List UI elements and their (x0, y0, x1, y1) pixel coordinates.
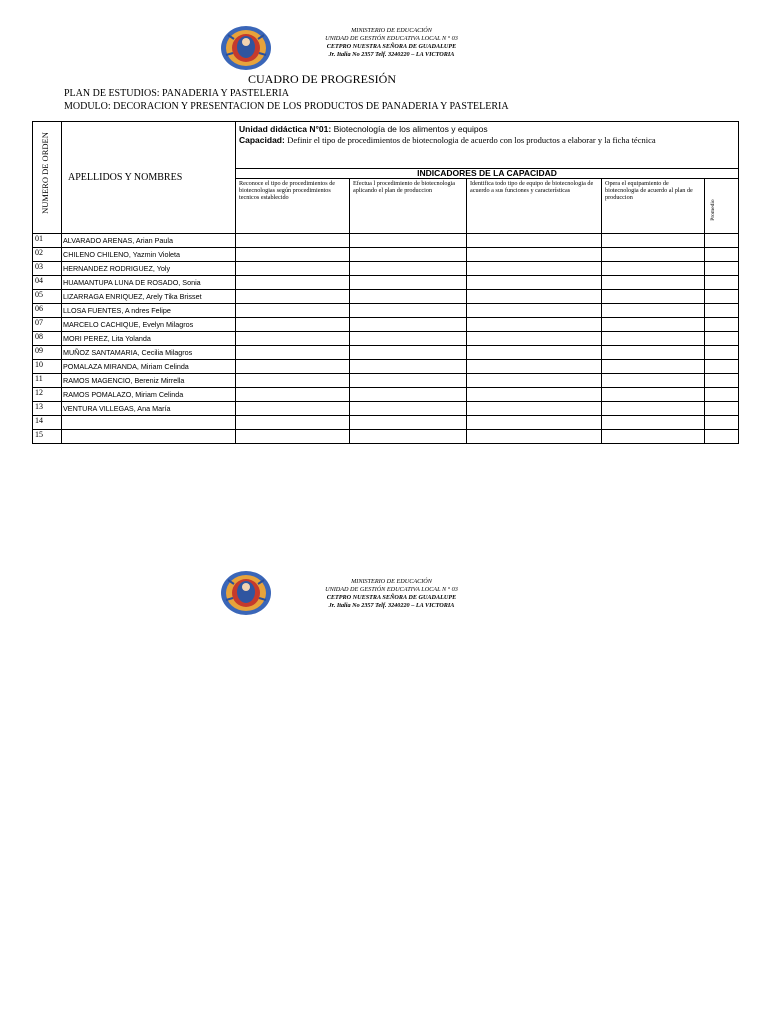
indicador-1-grade-cell[interactable] (236, 374, 350, 388)
indicador-2-grade-cell[interactable] (350, 402, 467, 416)
promedio-grade-cell[interactable] (705, 276, 739, 290)
student-row (33, 430, 739, 444)
indicador-4-grade-cell[interactable] (602, 360, 705, 374)
capacidad-label: Capacidad: (239, 135, 285, 145)
row-number: 15 (33, 430, 62, 444)
promedio-grade-cell[interactable] (705, 416, 739, 430)
indicador-1-grade-cell[interactable] (236, 402, 350, 416)
student-row (33, 388, 739, 402)
indicador-3-grade-cell[interactable] (467, 262, 602, 276)
ministry-line: MINISTERIO DE EDUCACIÓN (351, 578, 432, 585)
indicador-2-grade-cell[interactable] (350, 430, 467, 444)
promedio-grade-cell[interactable] (705, 388, 739, 402)
numero-orden-header: NUMERO DE ORDEN (33, 122, 62, 234)
indicador-3-grade-cell[interactable] (467, 248, 602, 262)
indicador-1-grade-cell[interactable] (236, 234, 350, 248)
unidad-label: Unidad didáctica N°01: (239, 124, 332, 134)
student-name: MUÑOZ SANTAMARIA, Cecilia Milagros (62, 346, 236, 360)
indicador-3-grade-cell[interactable] (467, 374, 602, 388)
institution-text (304, 27, 479, 59)
indicador-2-grade-cell[interactable] (350, 346, 467, 360)
indicador-3-grade-cell[interactable] (467, 402, 602, 416)
indicador-2-grade-cell[interactable] (350, 332, 467, 346)
indicador-2-grade-cell[interactable] (350, 360, 467, 374)
institution-text (304, 578, 479, 610)
indicador-4-grade-cell[interactable] (602, 304, 705, 318)
indicador-3-grade-cell[interactable] (467, 346, 602, 360)
indicador-4-grade-cell[interactable] (602, 262, 705, 276)
row-number: 05 (33, 290, 62, 304)
student-name: LLOSA FUENTES, A ndres Felipe (62, 304, 236, 318)
modulo-line: MODULO: DECORACION Y PRESENTACION DE LOS PRODUCTOS DE PANADERIA Y PASTELERIA (64, 101, 509, 112)
promedio-grade-cell[interactable] (705, 290, 739, 304)
capacidad-text: Definir el tipo de procedimientos de biotecnologia de acuerdo con los productos a elaborar y la ficha técnica (287, 135, 656, 145)
school-seal-logo (220, 25, 272, 71)
student-name: LIZARRAGA ENRIQUEZ, Arely Tika Brisset (62, 290, 236, 304)
unidad-capacidad-cell (236, 122, 739, 169)
indicador-2-grade-cell[interactable] (350, 262, 467, 276)
student-name: POMALAZA MIRANDA, Miriam Celinda (62, 360, 236, 374)
student-row (33, 346, 739, 360)
indicador-1-grade-cell[interactable] (236, 248, 350, 262)
indicador-4: Opera el equipamiento de biotecnologia de acuerdo al plan de produccion (602, 179, 705, 234)
row-number: 01 (33, 234, 62, 248)
unidad-text: Biotecnología de los alimentos y equipos (333, 124, 488, 134)
indicador-1-grade-cell[interactable] (236, 360, 350, 374)
indicador-3: Identifica todo tipo de equipo de biotecnologia de acuerdo a sus funciones y características (467, 179, 602, 234)
indicador-3-grade-cell[interactable] (467, 332, 602, 346)
indicador-1-grade-cell[interactable] (236, 304, 350, 318)
cetpro-line: CETPRO NUESTRA SEÑORA DE GUADALUPE (326, 594, 457, 601)
indicador-1-grade-cell[interactable] (236, 332, 350, 346)
ugel-line: UNIDAD DE GESTIÓN EDUCATIVA LOCAL N ° 03 (325, 586, 458, 593)
indicador-1-grade-cell[interactable] (236, 388, 350, 402)
indicadores-header: INDICADORES DE LA CAPACIDAD (236, 169, 739, 179)
student-row (33, 234, 739, 248)
row-number: 13 (33, 402, 62, 416)
student-name (62, 416, 236, 430)
row-number: 11 (33, 374, 62, 388)
indicador-4-grade-cell[interactable] (602, 388, 705, 402)
indicador-2-grade-cell[interactable] (350, 416, 467, 430)
address-line: Jr. Italia No 2357 Telf. 3240220 – LA VICTORIA (328, 602, 455, 609)
institution-header (220, 25, 480, 73)
row-number: 07 (33, 318, 62, 332)
indicador-4-grade-cell[interactable] (602, 318, 705, 332)
indicador-2-grade-cell[interactable] (350, 234, 467, 248)
indicador-4-grade-cell[interactable] (602, 416, 705, 430)
indicador-4-grade-cell[interactable] (602, 346, 705, 360)
address-line: Jr. Italia No 2357 Telf. 3240220 – LA VICTORIA (328, 51, 455, 58)
promedio-grade-cell[interactable] (705, 234, 739, 248)
indicador-4-grade-cell[interactable] (602, 276, 705, 290)
indicador-2: Efectua l procedimiento de biotecnologia aplicando el plan de produccion (350, 179, 467, 234)
indicador-2-grade-cell[interactable] (350, 248, 467, 262)
promedio-header: Promedio (705, 179, 739, 234)
indicador-4-grade-cell[interactable] (602, 374, 705, 388)
indicador-4-grade-cell[interactable] (602, 234, 705, 248)
student-row (33, 262, 739, 276)
indicador-2-grade-cell[interactable] (350, 276, 467, 290)
student-name: MORI PEREZ, Lita Yolanda (62, 332, 236, 346)
student-row (33, 402, 739, 416)
student-name: RAMOS POMALAZO, Miriam Celinda (62, 388, 236, 402)
plan-de-estudios: PLAN DE ESTUDIOS: PANADERIA Y PASTELERIA (64, 88, 289, 99)
promedio-grade-cell[interactable] (705, 402, 739, 416)
indicador-2-grade-cell[interactable] (350, 304, 467, 318)
student-name (62, 430, 236, 444)
apellidos-nombres-header: APELLIDOS Y NOMBRES (62, 122, 236, 234)
indicador-3-grade-cell[interactable] (467, 416, 602, 430)
indicador-3-grade-cell[interactable] (467, 234, 602, 248)
ugel-line: UNIDAD DE GESTIÓN EDUCATIVA LOCAL N ° 03 (325, 35, 458, 42)
student-row (33, 276, 739, 290)
promedio-grade-cell[interactable] (705, 262, 739, 276)
row-number: 14 (33, 416, 62, 430)
indicador-1-grade-cell[interactable] (236, 276, 350, 290)
indicador-1: Reconoce el tipo de procedimientos de biotecnologias según procedimientos tecnicos establecido (236, 179, 350, 234)
indicador-1-grade-cell[interactable] (236, 416, 350, 430)
page-title: CUADRO DE PROGRESIÓN (248, 72, 397, 86)
student-row (33, 360, 739, 374)
student-name: ALVARADO ARENAS, Arian Paula (62, 234, 236, 248)
row-number: 03 (33, 262, 62, 276)
promedio-grade-cell[interactable] (705, 346, 739, 360)
row-number: 04 (33, 276, 62, 290)
indicador-1-grade-cell[interactable] (236, 430, 350, 444)
indicador-4-grade-cell[interactable] (602, 290, 705, 304)
promedio-grade-cell[interactable] (705, 248, 739, 262)
student-name: CHILENO CHILENO, Yazmin Violeta (62, 248, 236, 262)
indicador-3-grade-cell[interactable] (467, 360, 602, 374)
row-number: 06 (33, 304, 62, 318)
row-number: 12 (33, 388, 62, 402)
school-seal-logo (220, 570, 272, 616)
indicador-4-grade-cell[interactable] (602, 332, 705, 346)
student-row (33, 332, 739, 346)
indicador-4-grade-cell[interactable] (602, 402, 705, 416)
promedio-grade-cell[interactable] (705, 374, 739, 388)
institution-header-repeat (220, 570, 480, 618)
indicador-1-grade-cell[interactable] (236, 290, 350, 304)
indicador-2-grade-cell[interactable] (350, 388, 467, 402)
indicador-4-grade-cell[interactable] (602, 430, 705, 444)
promedio-grade-cell[interactable] (705, 332, 739, 346)
indicador-3-grade-cell[interactable] (467, 290, 602, 304)
indicador-3-grade-cell[interactable] (467, 318, 602, 332)
row-number: 09 (33, 346, 62, 360)
student-row (33, 304, 739, 318)
promedio-grade-cell[interactable] (705, 304, 739, 318)
promedio-grade-cell[interactable] (705, 430, 739, 444)
indicador-2-grade-cell[interactable] (350, 318, 467, 332)
progression-table (32, 121, 739, 444)
ministry-line: MINISTERIO DE EDUCACIÓN (351, 27, 432, 34)
indicador-2-grade-cell[interactable] (350, 374, 467, 388)
row-number: 08 (33, 332, 62, 346)
student-name: HERNANDEZ RODRIGUEZ, Yoly (62, 262, 236, 276)
indicador-3-grade-cell[interactable] (467, 430, 602, 444)
indicador-2-grade-cell[interactable] (350, 290, 467, 304)
student-row (33, 318, 739, 332)
indicador-1-grade-cell[interactable] (236, 262, 350, 276)
indicador-1-grade-cell[interactable] (236, 318, 350, 332)
indicador-3-grade-cell[interactable] (467, 304, 602, 318)
cetpro-line: CETPRO NUESTRA SEÑORA DE GUADALUPE (326, 43, 457, 50)
promedio-grade-cell[interactable] (705, 360, 739, 374)
indicador-1-grade-cell[interactable] (236, 346, 350, 360)
student-row (33, 248, 739, 262)
student-row (33, 374, 739, 388)
student-name: VENTURA VILLEGAS, Ana María (62, 402, 236, 416)
indicador-3-grade-cell[interactable] (467, 276, 602, 290)
row-number: 10 (33, 360, 62, 374)
student-row (33, 416, 739, 430)
row-number: 02 (33, 248, 62, 262)
promedio-grade-cell[interactable] (705, 318, 739, 332)
indicador-3-grade-cell[interactable] (467, 388, 602, 402)
student-name: RAMOS MAGENCIO, Bereniz Mirrella (62, 374, 236, 388)
student-name: HUAMANTUPA LUNA DE ROSADO, Sonia (62, 276, 236, 290)
student-row (33, 290, 739, 304)
student-name: MARCELO CACHIQUE, Evelyn Milagros (62, 318, 236, 332)
indicador-4-grade-cell[interactable] (602, 248, 705, 262)
